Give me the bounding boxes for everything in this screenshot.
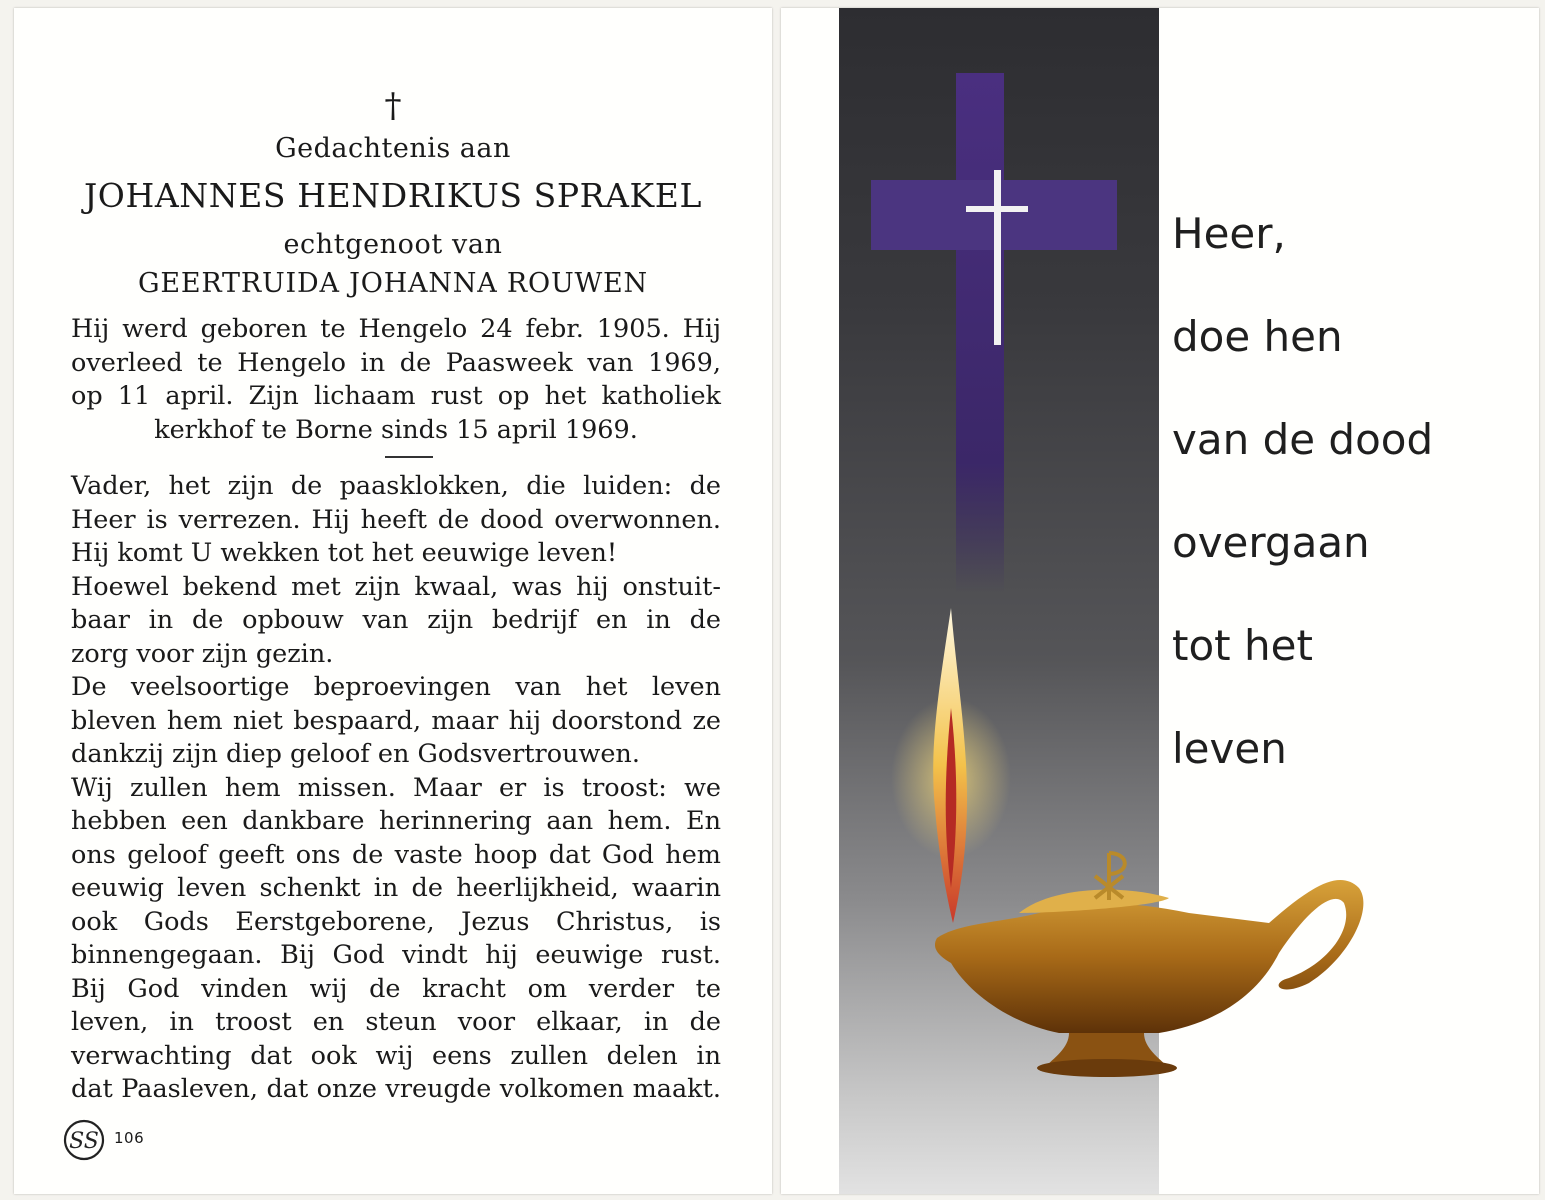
- body-line: bleven hem niet bespaard, maar hij doorstond ze: [71, 705, 721, 736]
- body-line: Heer is verrezen. Hij heeft de dood overwonnen.: [71, 504, 721, 535]
- poem-line: leven: [1172, 724, 1287, 773]
- deceased-name: JOHANNES HENDRIKUS SPRAKEL: [83, 176, 703, 215]
- body-line: Bij God vinden wij de kracht om verder te: [71, 973, 721, 1004]
- bio-line: Hij werd geboren te Hengelo 24 febr. 1905. Hij: [71, 314, 721, 344]
- intro-text: Gedachtenis aan: [275, 133, 511, 164]
- poem-text: [1172, 203, 1433, 821]
- body-line: verwachting dat ook wij eens zullen delen in: [71, 1040, 721, 1071]
- eulogy-paragraph: [71, 470, 721, 1107]
- cross-icon: †: [384, 86, 402, 126]
- body-line: De veelsoortige beproevingen van het leven: [71, 672, 721, 702]
- poem-line: Heer,: [1172, 209, 1286, 258]
- body-line: Hoewel bekend met zijn kwaal, was hij onstuit-: [71, 571, 721, 602]
- oil-lamp-icon: [935, 880, 1363, 1077]
- memorial-card-text-side: [14, 8, 772, 1194]
- bio-line: op 11 april. Zijn lichaam rust op het katholiek: [71, 381, 721, 411]
- body-line: Vader, het zijn de paasklokken, die luiden: de: [71, 471, 721, 501]
- body-line: ons geloof geeft ons de vaste hoop dat God hem: [71, 839, 721, 870]
- poem-line: overgaan: [1172, 518, 1370, 567]
- publisher-logo-text: SS: [69, 1129, 99, 1154]
- publisher-number: 106: [114, 1129, 145, 1147]
- flame-icon: [933, 608, 967, 923]
- spouse-label: echtgenoot van: [283, 229, 503, 260]
- body-line: Hij komt U wekken tot het eeuwige leven!: [71, 538, 618, 568]
- body-line: baar in de opbouw van zijn bedrijf en in de: [71, 605, 721, 635]
- body-line: Wij zullen hem missen. Maar er is troost: we: [71, 772, 721, 803]
- body-line: ook Gods Eerstgeborene, Jezus Christus, is: [71, 906, 721, 937]
- poem-line: doe hen: [1172, 312, 1343, 361]
- poem-line: van de dood: [1172, 415, 1434, 464]
- body-line: dat Paasleven, dat onze vreugde volkomen maakt.: [71, 1074, 721, 1104]
- body-line: zorg voor zijn gezin.: [71, 638, 334, 669]
- body-line: hebben een dankbare herinnering aan hem. En: [71, 806, 721, 836]
- spouse-name: GEERTRUIDA JOHANNA ROUWEN: [138, 268, 648, 299]
- memorial-card-image-side: [781, 8, 1539, 1194]
- poem-line: tot het: [1172, 621, 1313, 670]
- body-line: eeuwig leven schenkt in de heerlijkheid, waarin: [71, 873, 721, 903]
- body-line: dankzij zijn diep geloof en Godsvertrouwen.: [71, 739, 640, 769]
- divider: [385, 456, 433, 458]
- publisher-logo-icon: [62, 1118, 106, 1162]
- bio-line: overleed te Hengelo in de Paasweek van 1969,: [71, 347, 721, 378]
- body-line: binnengegaan. Bij God vindt hij eeuwige rust.: [71, 940, 721, 970]
- biography-paragraph: [71, 313, 721, 447]
- body-line: leven, in troost en steun voor elkaar, in de: [71, 1007, 721, 1037]
- bio-line: kerkhof te Borne sinds 15 april 1969.: [154, 414, 638, 445]
